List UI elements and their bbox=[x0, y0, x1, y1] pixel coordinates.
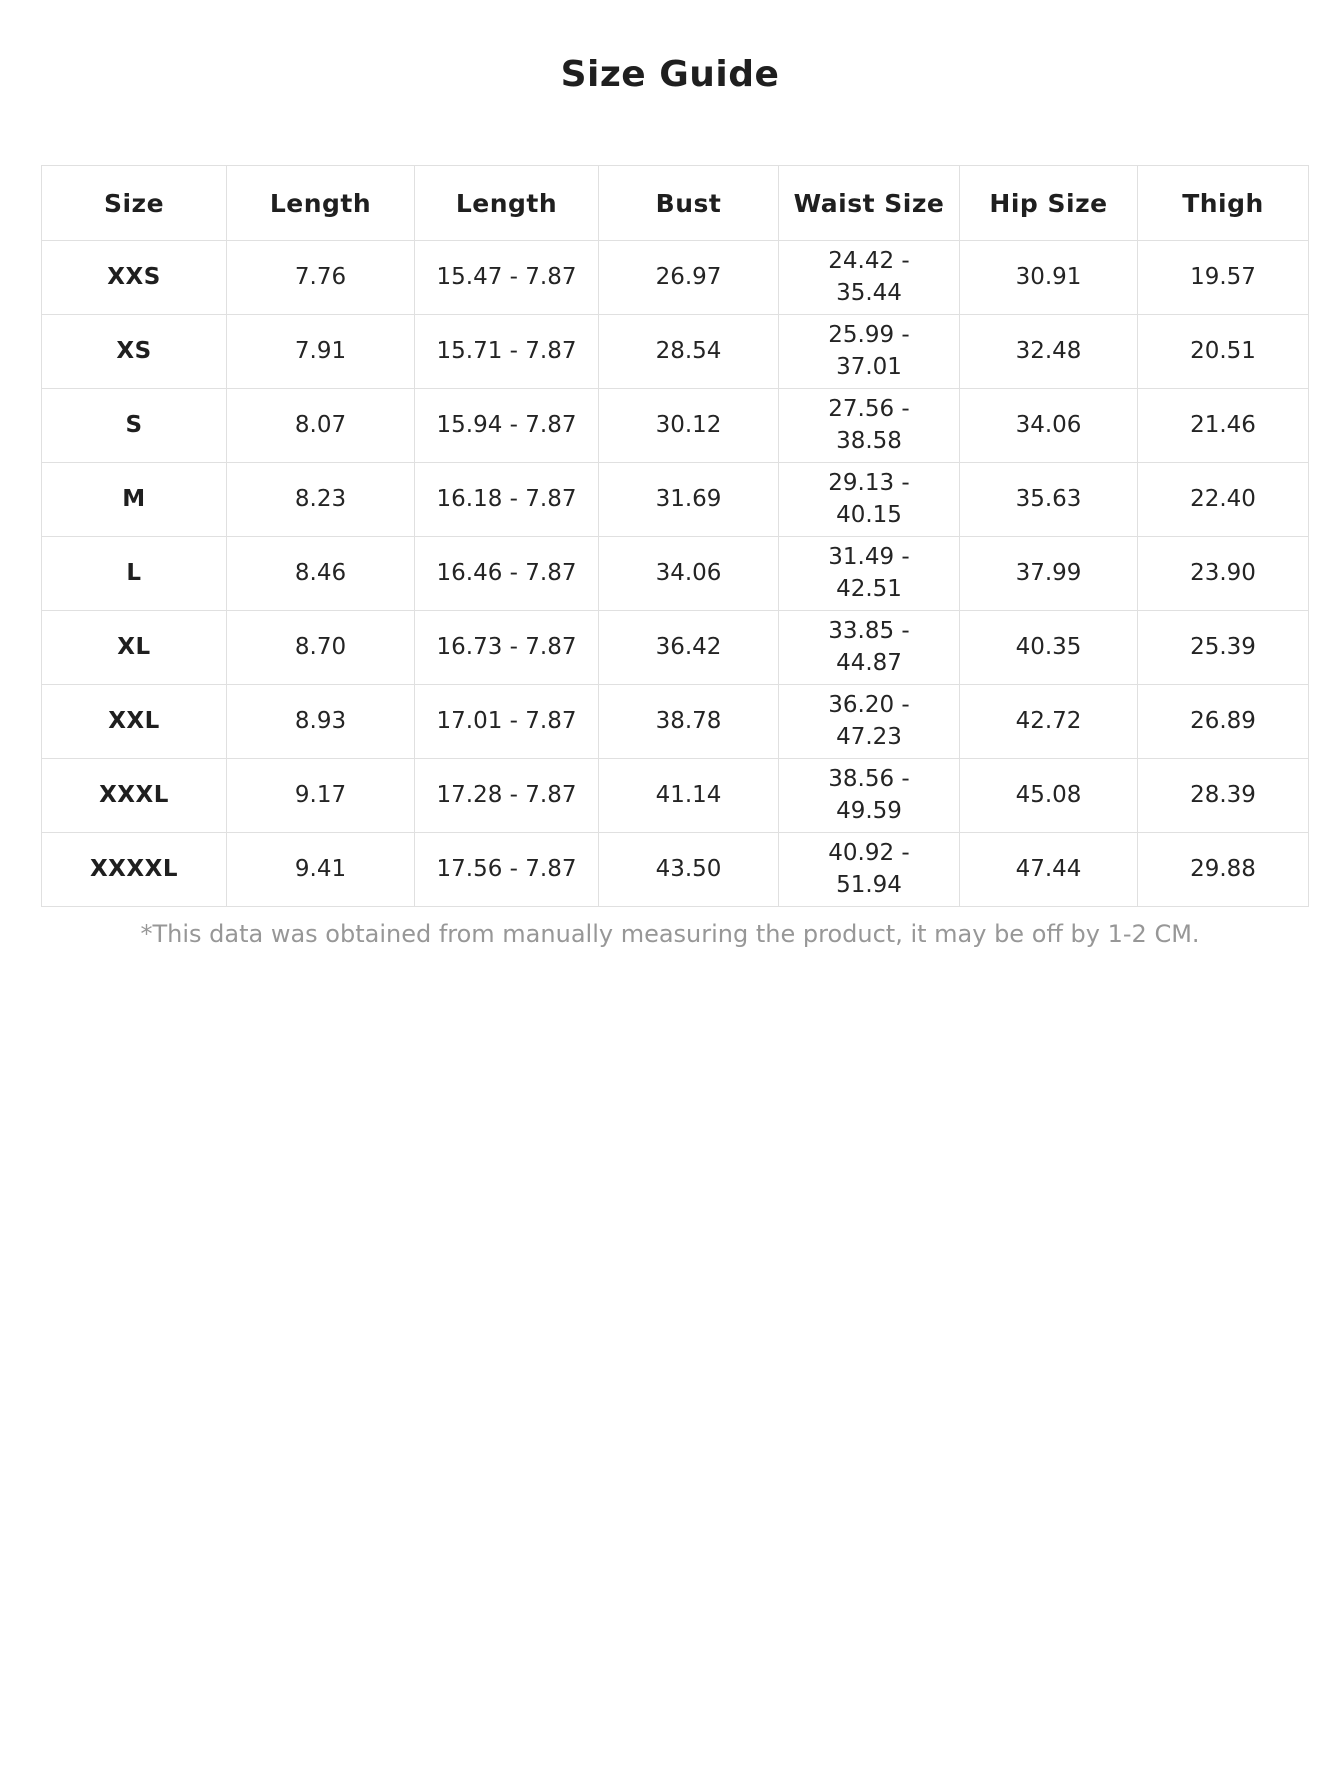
size-cell: XXL bbox=[42, 685, 227, 759]
column-header-thigh: Thigh bbox=[1138, 166, 1309, 241]
thigh-cell: 19.57 bbox=[1138, 241, 1309, 315]
table-row bbox=[42, 241, 1309, 315]
size-cell: S bbox=[42, 389, 227, 463]
size-cell: XXS bbox=[42, 241, 227, 315]
bust-cell: 28.54 bbox=[599, 315, 779, 389]
hip-cell: 30.91 bbox=[960, 241, 1138, 315]
size-guide-table bbox=[41, 165, 1309, 907]
waist-cell: 38.56 - 49.59 bbox=[779, 759, 960, 833]
length-cell: 8.93 bbox=[227, 685, 415, 759]
waist-cell: 29.13 - 40.15 bbox=[779, 463, 960, 537]
thigh-cell: 25.39 bbox=[1138, 611, 1309, 685]
length-range-cell: 15.94 - 7.87 bbox=[415, 389, 599, 463]
length-range-cell: 17.01 - 7.87 bbox=[415, 685, 599, 759]
bust-cell: 38.78 bbox=[599, 685, 779, 759]
table-row bbox=[42, 463, 1309, 537]
size-cell: M bbox=[42, 463, 227, 537]
table-container bbox=[41, 165, 1299, 907]
waist-cell: 33.85 - 44.87 bbox=[779, 611, 960, 685]
hip-cell: 35.63 bbox=[960, 463, 1138, 537]
size-cell: L bbox=[42, 537, 227, 611]
column-header-hip-size: Hip Size bbox=[960, 166, 1138, 241]
column-header-size: Size bbox=[42, 166, 227, 241]
measurement-footnote: *This data was obtained from manually measuring the product, it may be off by 1-2 CM. bbox=[140, 920, 1200, 948]
length-cell: 9.41 bbox=[227, 833, 415, 907]
table-row bbox=[42, 759, 1309, 833]
thigh-cell: 23.90 bbox=[1138, 537, 1309, 611]
length-cell: 8.46 bbox=[227, 537, 415, 611]
column-header-length: Length bbox=[227, 166, 415, 241]
table-row bbox=[42, 389, 1309, 463]
length-range-cell: 17.28 - 7.87 bbox=[415, 759, 599, 833]
thigh-cell: 22.40 bbox=[1138, 463, 1309, 537]
thigh-cell: 21.46 bbox=[1138, 389, 1309, 463]
table-body bbox=[42, 241, 1309, 907]
column-header-length-2: Length bbox=[415, 166, 599, 241]
thigh-cell: 29.88 bbox=[1138, 833, 1309, 907]
waist-cell: 24.42 - 35.44 bbox=[779, 241, 960, 315]
bust-cell: 36.42 bbox=[599, 611, 779, 685]
table-row bbox=[42, 537, 1309, 611]
waist-cell: 36.20 - 47.23 bbox=[779, 685, 960, 759]
hip-cell: 45.08 bbox=[960, 759, 1138, 833]
thigh-cell: 26.89 bbox=[1138, 685, 1309, 759]
length-cell: 7.91 bbox=[227, 315, 415, 389]
bust-cell: 30.12 bbox=[599, 389, 779, 463]
bust-cell: 31.69 bbox=[599, 463, 779, 537]
size-cell: XL bbox=[42, 611, 227, 685]
page-title: Size Guide bbox=[560, 54, 780, 95]
size-cell: XXXL bbox=[42, 759, 227, 833]
waist-cell: 25.99 - 37.01 bbox=[779, 315, 960, 389]
length-range-cell: 17.56 - 7.87 bbox=[415, 833, 599, 907]
thigh-cell: 20.51 bbox=[1138, 315, 1309, 389]
bust-cell: 43.50 bbox=[599, 833, 779, 907]
length-cell: 8.70 bbox=[227, 611, 415, 685]
length-range-cell: 16.18 - 7.87 bbox=[415, 463, 599, 537]
hip-cell: 42.72 bbox=[960, 685, 1138, 759]
table-row bbox=[42, 315, 1309, 389]
length-cell: 8.07 bbox=[227, 389, 415, 463]
waist-cell: 40.92 - 51.94 bbox=[779, 833, 960, 907]
length-cell: 8.23 bbox=[227, 463, 415, 537]
length-range-cell: 15.71 - 7.87 bbox=[415, 315, 599, 389]
size-cell: XXXXL bbox=[42, 833, 227, 907]
bust-cell: 34.06 bbox=[599, 537, 779, 611]
bust-cell: 41.14 bbox=[599, 759, 779, 833]
column-header-waist-size: Waist Size bbox=[779, 166, 960, 241]
table-row bbox=[42, 833, 1309, 907]
hip-cell: 47.44 bbox=[960, 833, 1138, 907]
length-range-cell: 16.46 - 7.87 bbox=[415, 537, 599, 611]
waist-cell: 27.56 - 38.58 bbox=[779, 389, 960, 463]
table-row bbox=[42, 685, 1309, 759]
length-cell: 7.76 bbox=[227, 241, 415, 315]
size-cell: XS bbox=[42, 315, 227, 389]
column-header-bust: Bust bbox=[599, 166, 779, 241]
hip-cell: 32.48 bbox=[960, 315, 1138, 389]
table-row bbox=[42, 611, 1309, 685]
thigh-cell: 28.39 bbox=[1138, 759, 1309, 833]
length-range-cell: 15.47 - 7.87 bbox=[415, 241, 599, 315]
length-range-cell: 16.73 - 7.87 bbox=[415, 611, 599, 685]
hip-cell: 40.35 bbox=[960, 611, 1138, 685]
length-cell: 9.17 bbox=[227, 759, 415, 833]
header-row bbox=[42, 166, 1309, 241]
hip-cell: 34.06 bbox=[960, 389, 1138, 463]
bust-cell: 26.97 bbox=[599, 241, 779, 315]
waist-cell: 31.49 - 42.51 bbox=[779, 537, 960, 611]
hip-cell: 37.99 bbox=[960, 537, 1138, 611]
